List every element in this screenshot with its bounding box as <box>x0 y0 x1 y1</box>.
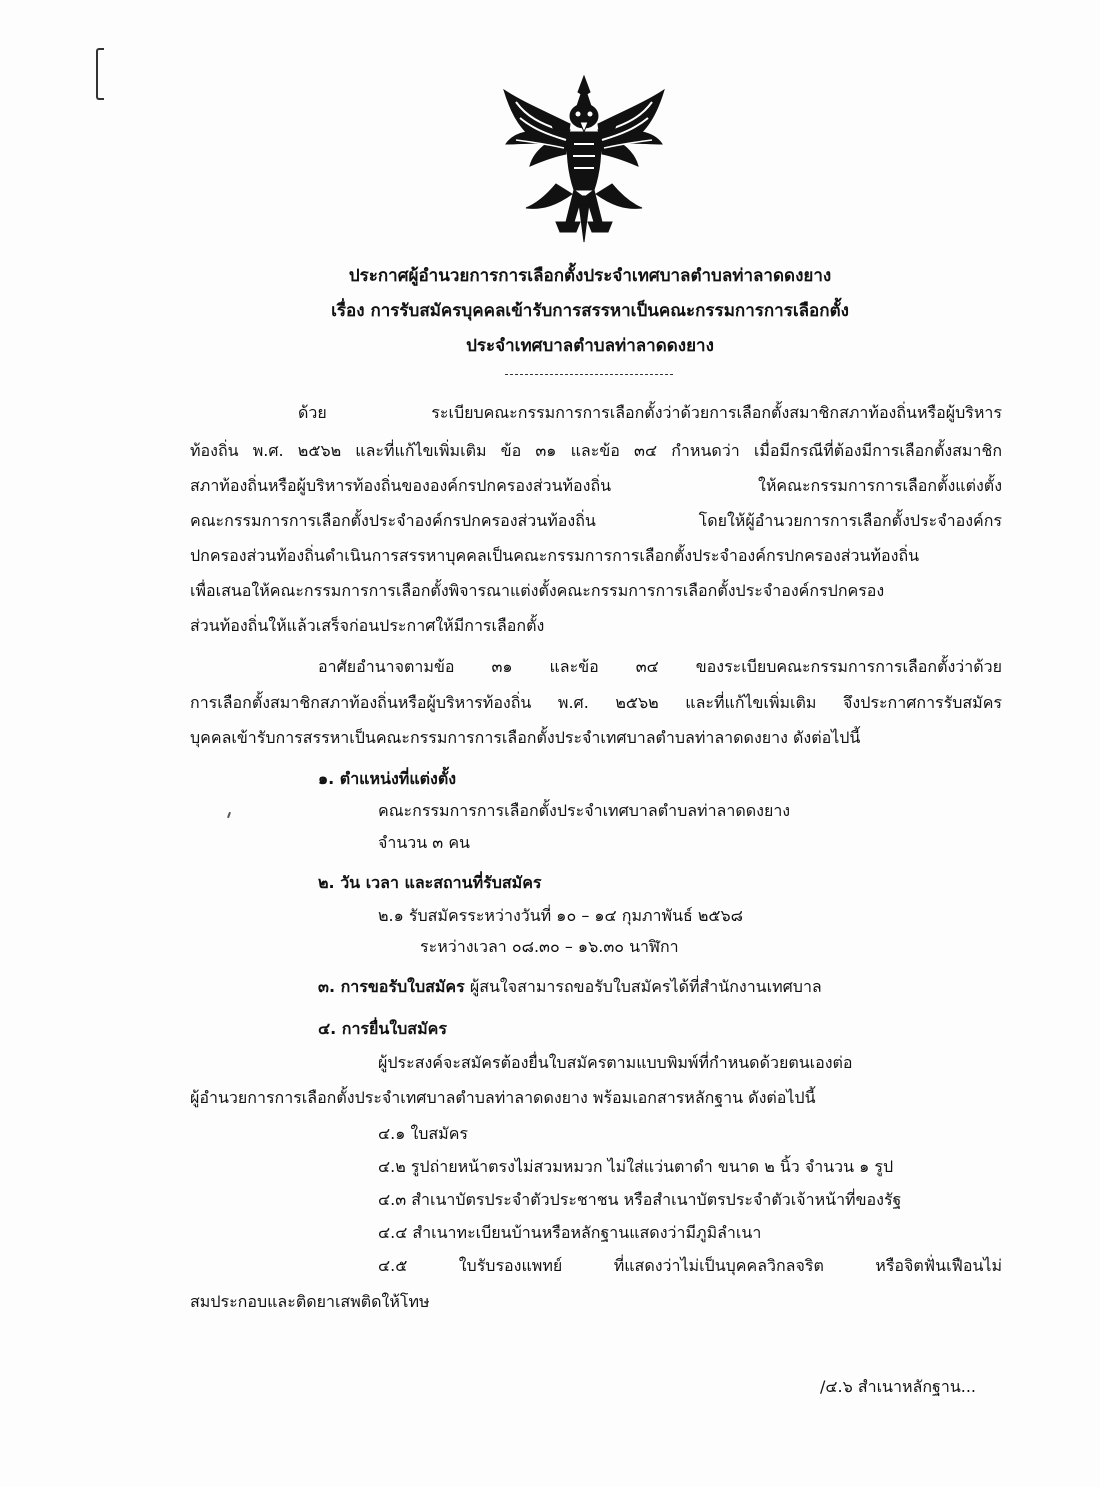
section4-item: ๔.๔ สำเนาทะเบียนบ้านหรือหลักฐานแสดงว่ามีภูมิลำเนา <box>378 1223 762 1242</box>
announcement-subject: เรื่อง การรับสมัครบุคคลเข้ารับการสรรหาเป็นคณะกรรมการการเลือกตั้ง <box>331 301 849 321</box>
paragraph1-line: เพื่อเสนอให้คณะกรรมการการเลือกตั้งพิจารณาแต่งตั้งคณะกรรมการการเลือกตั้งประจำองค์กรปกครอง <box>190 581 885 600</box>
section4-item: ๔.๕ ใบรับรองแพทย์ ที่แสดงว่าไม่เป็นบุคคลวิกลจริต หรือจิตฟั่นเฟือนไม่ <box>378 1256 1002 1275</box>
section1-position: คณะกรรมการการเลือกตั้งประจำเทศบาลตำบลท่าลาดดงยาง <box>378 801 791 820</box>
section1-count: จำนวน ๓ คน <box>378 833 470 852</box>
section2-times: ระหว่างเวลา ๐๘.๓๐ – ๑๖.๓๐ นาฬิกา <box>420 937 679 956</box>
title-divider <box>505 374 673 375</box>
paragraph2-line: บุคคลเข้ารับการสรรหาเป็นคณะกรรมการการเลือกตั้งประจำเทศบาลตำบลท่าลาดดงยาง ดังต่อไปนี้ <box>190 728 861 747</box>
paragraph2-line: อาศัยอำนาจตามข้อ ๓๑ และข้อ ๓๔ ของระเบียบคณะกรรมการการเลือกตั้งว่าด้วย <box>318 657 1002 676</box>
section2-dates: ๒.๑ รับสมัครระหว่างวันที่ ๑๐ – ๑๔ กุมภาพันธ์ ๒๕๖๘ <box>378 906 744 925</box>
continuation-footer: /๔.๖ สำเนาหลักฐาน... <box>820 1377 977 1396</box>
paragraph1-line: ส่วนท้องถิ่นให้แล้วเสร็จก่อนประกาศให้มีการเลือกตั้ง <box>190 616 545 635</box>
scan-speck <box>227 812 231 818</box>
section3-text: ผู้สนใจสามารถขอรับใบสมัครได้ที่สำนักงานเทศบาล <box>464 977 822 996</box>
paragraph2-line: การเลือกตั้งสมาชิกสภาท้องถิ่นหรือผู้บริหารท้องถิ่น พ.ศ. ๒๕๖๒ และที่แก้ไขเพิ่มเติม จึงประกาศการรับสมัคร <box>190 693 1002 712</box>
section4-intro-cont: ผู้อำนวยการการเลือกตั้งประจำเทศบาลตำบลท่าลาดดงยาง พร้อมเอกสารหลักฐาน ดังต่อไปนี้ <box>190 1088 816 1107</box>
paragraph1-line: ด้วย ระเบียบคณะกรรมการการเลือกตั้งว่าด้วยการเลือกตั้งสมาชิกสภาท้องถิ่นหรือผู้บริหาร <box>298 403 1002 422</box>
section4-item: ๔.๑ ใบสมัคร <box>378 1124 469 1143</box>
section2-title: ๒. วัน เวลา และสถานที่รับสมัคร <box>318 873 542 892</box>
margin-bracket-mark <box>96 48 104 100</box>
section4-item: ๔.๓ สำเนาบัตรประจำตัวประชาชน หรือสำเนาบัตรประจำตัวเจ้าหน้าที่ของรัฐ <box>378 1190 902 1209</box>
paragraph1-line: คณะกรรมการการเลือกตั้งประจำองค์กรปกครองส่วนท้องถิ่น โดยให้ผู้อำนวยการการเลือกตั้งประจำองค์กร <box>190 511 1002 530</box>
section4-item-cont: สมประกอบและติดยาเสพติดให้โทษ <box>190 1292 430 1311</box>
section4-intro: ผู้ประสงค์จะสมัครต้องยื่นใบสมัครตามแบบพิมพ์ที่กำหนดด้วยตนเองต่อ <box>378 1053 853 1072</box>
paragraph1-line: สภาท้องถิ่นหรือผู้บริหารท้องถิ่นขององค์กรปกครองส่วนท้องถิ่น ให้คณะกรรมการการเลือกตั้งแต่งตั้ง <box>190 476 1002 495</box>
paragraph1-line: ปกครองส่วนท้องถิ่นดำเนินการสรรหาบุคคลเป็นคณะกรรมการการเลือกตั้งประจำองค์กรปกครองส่วนท้องถิ่น <box>190 546 920 565</box>
section3-title: ๓. การขอรับใบสมัคร <box>318 977 465 996</box>
section1-title: ๑. ตำแหน่งที่แต่งตั้ง <box>318 769 457 788</box>
section3-line <box>318 976 822 998</box>
garuda-emblem-icon <box>496 72 672 248</box>
announcement-title: ประกาศผู้อำนวยการการเลือกตั้งประจำเทศบาลตำบลท่าลาดดงยาง <box>348 266 832 286</box>
section4-item: ๔.๒ รูปถ่ายหน้าตรงไม่สวมหมวก ไม่ใส่แว่นตาดำ ขนาด ๒ นิ้ว จำนวน ๑ รูป <box>378 1157 894 1176</box>
section4-title: ๔. การยื่นใบสมัคร <box>318 1019 447 1038</box>
paragraph1-line: ท้องถิ่น พ.ศ. ๒๕๖๒ และที่แก้ไขเพิ่มเติม ข้อ ๓๑ และข้อ ๓๔ กำหนดว่า เมื่อมีกรณีที่ต้องมีการเลือกตั้งสมาชิก <box>190 441 1002 460</box>
announcement-subject-cont: ประจำเทศบาลตำบลท่าลาดดงยาง <box>466 336 714 356</box>
